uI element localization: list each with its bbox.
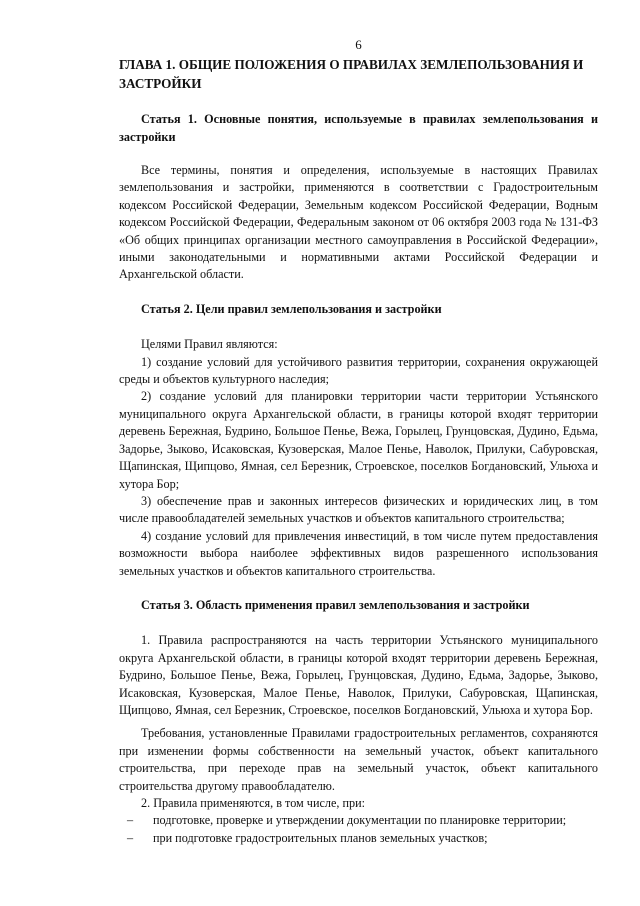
article-2-item-3: 3) обеспечение прав и законных интересов физических и юридических лиц, в том числе правообладателей земельных участков и объектов капитального строительства; xyxy=(119,493,598,526)
article-1-text: Все термины, понятия и определения, используемые в настоящих Правилах землепользования и застройки, применяются в соответствии с Градостроительным кодексом Российской Федерации, Земельным кодексом Российской Федерации, Водным кодексом Российской Федерации, Федеральным законом от 06 октября 2003 года № 131-ФЗ «Об общих принципах организации местного самоуправления в Российской Федерации», иными законодательными и нормативными актами Российской Федерации и Архангельской области. xyxy=(119,163,598,282)
list-item xyxy=(119,812,598,829)
dash-marker: – xyxy=(127,830,134,845)
article-2-item-1: 1) создание условий для устойчивого развития территории, сохранения окружающей среды и объектов культурного наследия; xyxy=(119,354,598,387)
article-3-dash-list xyxy=(119,812,598,847)
article-2-item-2: 2) создание условий для планировки территории части территории Устьянского муниципального округа Архангельской области, в границы которой входят территории деревень Бережная, Будрино, Большое Пенье, Вежа, Горылец, Грунцовская, Дудино, Едьма, Задорье, Зыково, Исаковская, Кузоверская, Малое Пенье, Наволок, Прилуки, Сабуровская, Щапинская, Щипцово, Ямная, сел Березник, Строевское, поселков Богдановский, Ульюха и хутора Бор; xyxy=(119,389,598,491)
article-3-title: Статья 3. Область применения правил землепользования и застройки xyxy=(141,597,530,612)
article-1-title: Статья 1. Основные понятия, используемые в правилах землепользования и застройки xyxy=(119,112,598,144)
article-3-paragraph-1: 1. Правила распространяются на часть территории Устьянского муниципального округа Архангельской области, в границы которой входят территории деревень Бережная, Будрино, Большое Пенье, Вежа, Горылец, Грунцовская, Дудино, Едьма, Задорье, Зыково, Исаковская, Кузоверская, Малое Пенье, Наволок, Прилуки, Сабуровская, Щапинская, Щипцово, Ямная, сел Березник, Строевское, поселков Богдановский, Ульюха и хутора Бор. xyxy=(119,633,598,717)
article-3-paragraph-2: Требования, установленные Правилами градостроительных регламентов, сохраняются при изменении формы собственности на земельный участок, объект капитального строительства, при переходе прав на земельный участок, объект капитального строительства другому правообладателю. xyxy=(119,726,598,793)
article-2-intro: Целями Правил являются: xyxy=(141,337,278,352)
list-item-text: при подготовке градостроительных планов земельных участков; xyxy=(153,830,488,845)
list-item-text: подготовке, проверке и утверждении документации по планировке территории; xyxy=(153,813,567,828)
chapter-title: ГЛАВА 1. ОБЩИЕ ПОЛОЖЕНИЯ О ПРАВИЛАХ ЗЕМЛЕПОЛЬЗОВАНИЯ И ЗАСТРОЙКИ xyxy=(119,57,584,91)
list-item xyxy=(119,830,598,847)
article-2-item-4: 4) создание условий для привлечения инвестиций, в том числе путем предоставления возможности выбора наиболее эффективных видов разрешенного использования земельных участков и объектов капитального строительства. xyxy=(119,528,598,578)
page-number: 6 xyxy=(355,37,362,52)
dash-marker: – xyxy=(127,813,134,828)
article-3-paragraph-3: 2. Правила применяются, в том числе, при: xyxy=(141,796,365,810)
article-2-title: Статья 2. Цели правил землепользования и застройки xyxy=(141,301,442,316)
